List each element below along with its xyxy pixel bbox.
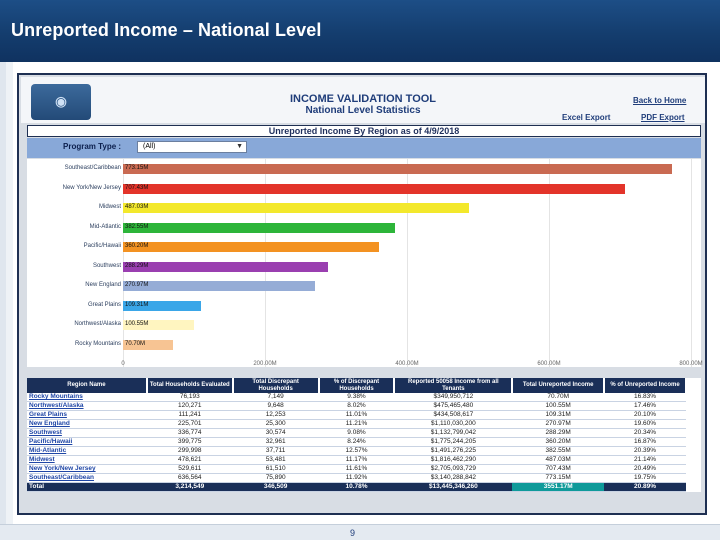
bar-value-label: 707.43M [125,184,149,191]
bar[interactable] [123,184,625,194]
table-cell: 9.38% [319,393,395,402]
bar-value-label: 270.97M [125,282,149,288]
column-header[interactable]: % of Unreported Income [604,378,686,393]
total-cell: 3,214,549 [147,483,233,492]
page-number: 9 [350,528,356,538]
bar-value-label: 109.31M [125,301,149,308]
x-tick-label: 0 [121,361,125,367]
pdf-export-link[interactable]: PDF Export [641,113,685,122]
region-label: New England [85,282,121,288]
table-cell: 707.43M [512,465,604,474]
table-header-row [27,378,686,393]
table-cell: 7,149 [233,393,319,402]
table-cell: 636,564 [147,474,233,483]
table-row [27,420,686,429]
side-strip [6,62,13,540]
region-label: Midwest [98,204,121,210]
region-label: Southeast/Caribbean [64,165,121,171]
bar-value-label: 487.03M [125,204,149,210]
table-cell: 9,648 [233,402,319,411]
total-cell: 10.78% [319,483,395,492]
total-cell: Total [27,483,147,492]
table-cell: 12,253 [233,411,319,420]
region-link[interactable]: New York/New Jersey [27,465,147,474]
table-cell: 19.60% [604,420,686,429]
table-row [27,438,686,447]
report-title: Unreported Income By Region as of 4/9/2018 [27,125,701,137]
table-cell: 19.75% [604,474,686,483]
bar[interactable] [123,262,328,272]
column-header[interactable]: Region Name [27,378,147,393]
bar-value-label: 360.20M [125,243,149,249]
region-link[interactable]: Mid-Atlantic [27,447,147,456]
table-cell: 30,574 [233,429,319,438]
chevron-down-icon: ▼ [236,143,243,150]
total-cell: 3551.17M [512,483,604,492]
column-header[interactable]: Total Unreported Income [512,378,604,393]
program-type-select[interactable] [137,141,247,153]
table-row [27,393,686,402]
column-header[interactable]: Total Households Evaluated [147,378,233,393]
table-cell: 109.31M [512,411,604,420]
region-link[interactable]: Southwest [27,429,147,438]
agency-seal-icon: ◉ [31,84,91,120]
region-link[interactable]: New England [27,420,147,429]
table-cell: 478,621 [147,456,233,465]
table-cell: $1,110,030,200 [394,420,512,429]
bar-value-label: 382.55M [125,223,149,230]
total-cell: 20.89% [604,483,686,492]
table-row [27,429,686,438]
table-cell: 399,775 [147,438,233,447]
table-cell: 11.61% [319,465,395,474]
total-cell: $13,445,346,260 [394,483,512,492]
table-cell: 70.70M [512,393,604,402]
total-row [27,483,686,492]
table-cell: 8.24% [319,438,395,447]
bar[interactable] [123,164,672,174]
table-cell: 53,481 [233,456,319,465]
column-header[interactable]: % of Discrepant Households [319,378,395,393]
region-table [27,378,701,492]
x-tick-label: 800.00M [679,361,703,367]
table-row [27,402,686,411]
table-row [27,411,686,420]
slide-header [0,0,720,62]
bar[interactable] [123,203,469,213]
table-cell: 76,193 [147,393,233,402]
bar[interactable] [123,242,379,252]
table-cell: 111,241 [147,411,233,420]
table-cell: 270.97M [512,420,604,429]
region-link[interactable]: Midwest [27,456,147,465]
tool-subtitle: National Level Statistics [305,105,421,116]
program-type-value: (All) [143,143,156,150]
excel-export-link[interactable]: Excel Export [562,113,611,122]
bar[interactable] [123,281,315,291]
table-cell: 32,961 [233,438,319,447]
table-cell: $349,950,712 [394,393,512,402]
table-body [27,393,686,492]
bar-value-label: 773.15M [125,165,149,171]
table-cell: $434,508,617 [394,411,512,420]
bar[interactable] [123,340,173,350]
slide-title: Unreported Income – National Level [11,20,322,40]
table-cell: 336,774 [147,429,233,438]
table-cell: 20.39% [604,447,686,456]
table-cell: 11.92% [319,474,395,483]
table-cell: 17.46% [604,402,686,411]
table-cell: 20.10% [604,411,686,420]
table-cell: 75,890 [233,474,319,483]
column-header[interactable]: Total Discrepant Households [233,378,319,393]
table-cell: 8.02% [319,402,395,411]
app-header [21,77,705,123]
table-cell: 773.15M [512,474,604,483]
bar-value-label: 70.70M [125,340,146,347]
table-cell: 288.29M [512,429,604,438]
table-row [27,465,686,474]
bar-value-label: 288.29M [125,262,149,269]
program-type-bar [27,138,701,158]
table-cell: 120,271 [147,402,233,411]
table-cell: 382.55M [512,447,604,456]
region-label: Great Plains [87,301,121,308]
table-row [27,474,686,483]
region-link[interactable]: Great Plains [27,411,147,420]
table-row [27,447,686,456]
table-cell: 225,701 [147,420,233,429]
bar[interactable] [123,223,395,233]
table-cell: 11.01% [319,411,395,420]
table-cell: 37,711 [233,447,319,456]
table-cell: 487.03M [512,456,604,465]
region-link[interactable]: Rocky Mountains [27,393,147,402]
region-label: Rocky Mountains [74,340,121,347]
program-type-label: Program Type : [63,142,122,151]
table-cell: 61,510 [233,465,319,474]
region-label: New York/New Jersey [62,184,121,191]
table-cell: 20.49% [604,465,686,474]
region-link[interactable]: Pacific/Hawaii [27,438,147,447]
table-cell: 360.20M [512,438,604,447]
bar[interactable] [123,320,194,330]
bar-value-label: 100.55M [125,321,149,327]
app-screenshot [17,73,707,515]
table-cell: 12.57% [319,447,395,456]
table-cell: $1,775,244,205 [394,438,512,447]
table-cell: 299,998 [147,447,233,456]
table-cell: 16.83% [604,393,686,402]
region-link[interactable]: Northwest/Alaska [27,402,147,411]
table-cell: $3,140,288,842 [394,474,512,483]
region-label: Mid-Atlantic [89,223,121,230]
table-cell: 529,611 [147,465,233,474]
back-to-home-link[interactable]: Back to Home [633,96,687,105]
table-cell: $1,491,276,225 [394,447,512,456]
column-header[interactable]: Reported 50058 Income from all Tenants [394,378,512,393]
bar[interactable] [123,301,201,311]
region-label: Pacific/Hawaii [83,243,121,249]
table-cell: 100.55M [512,402,604,411]
x-tick-label: 600.00M [537,361,561,367]
region-label: Southwest [92,262,121,269]
table-cell: 11.17% [319,456,395,465]
table-cell: 16.87% [604,438,686,447]
table-cell: $475,465,480 [394,402,512,411]
slide-footer [0,524,720,540]
region-label: Northwest/Alaska [74,321,121,327]
total-cell: 346,509 [233,483,319,492]
table-cell: $1,132,799,042 [394,429,512,438]
table-cell: $1,816,462,290 [394,456,512,465]
tool-title: INCOME VALIDATION TOOL [289,93,437,105]
table-cell: 25,300 [233,420,319,429]
region-bar-chart [27,159,701,367]
x-tick-label: 400.00M [395,361,419,367]
table-cell: 11.21% [319,420,395,429]
table-row [27,456,686,465]
table-cell: 20.34% [604,429,686,438]
x-tick-label: 200.00M [253,361,277,367]
table-cell: $2,705,093,729 [394,465,512,474]
region-link[interactable]: Southeast/Caribbean [27,474,147,483]
table-cell: 21.14% [604,456,686,465]
grid-line [691,159,692,367]
table-cell: 9.08% [319,429,395,438]
